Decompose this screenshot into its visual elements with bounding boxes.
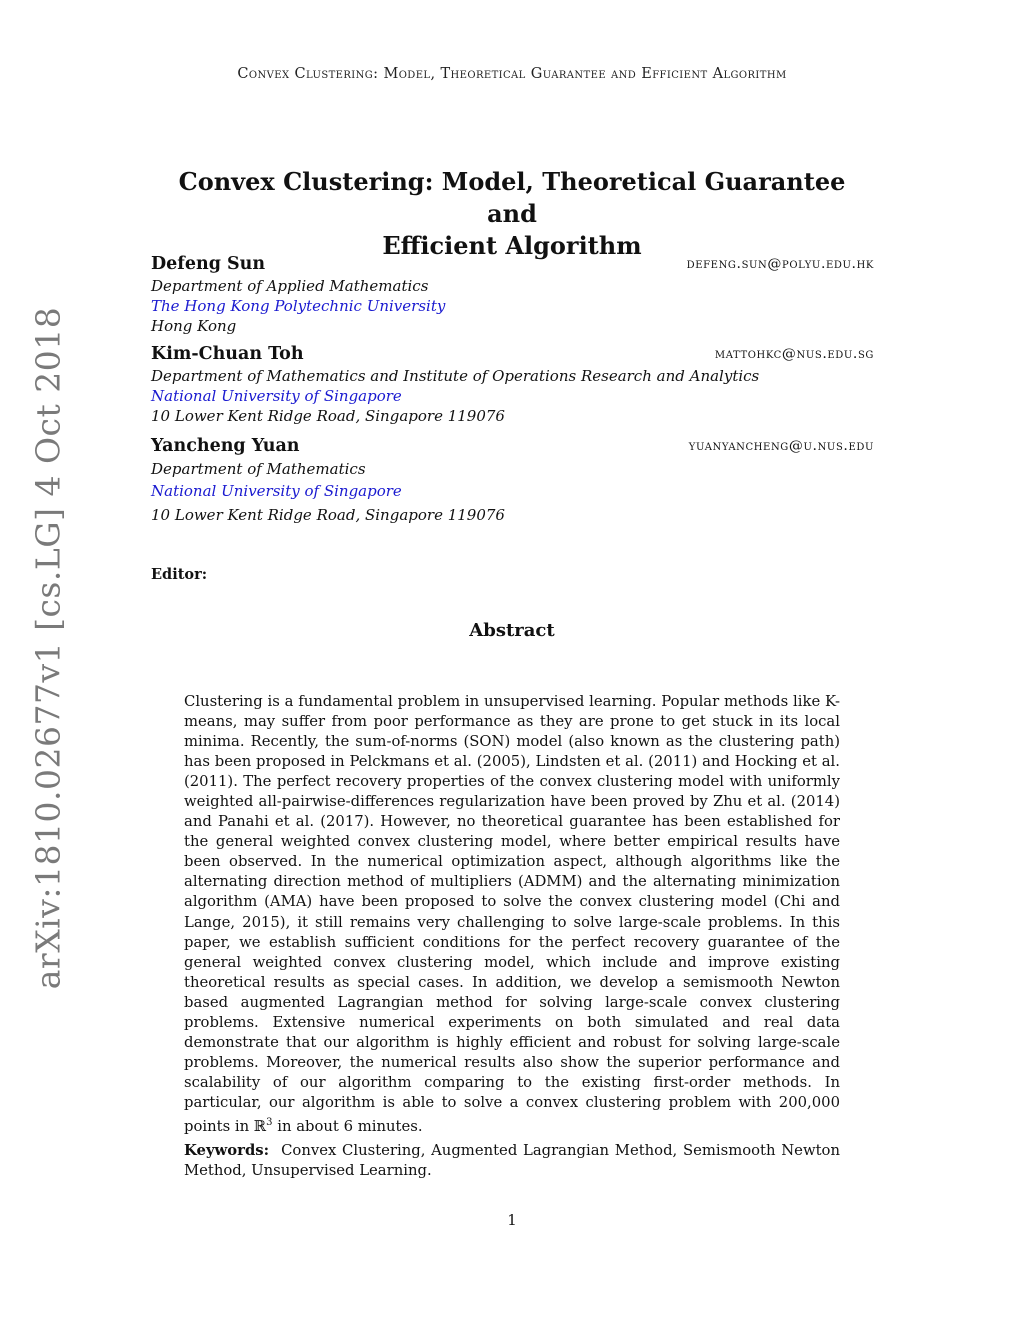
author-department: Department of Applied Mathematics bbox=[151, 277, 429, 295]
keywords bbox=[184, 1141, 840, 1181]
abstract-superscript: 3 bbox=[266, 1116, 273, 1128]
title-line-1: Convex Clustering: Model, Theoretical Guarantee and bbox=[178, 167, 846, 228]
author-institution-link[interactable]: National University of Singapore bbox=[151, 482, 402, 500]
author-name: Defeng Sun bbox=[151, 254, 266, 274]
title-line-2: Efficient Algorithm bbox=[382, 231, 642, 260]
abstract-body bbox=[184, 692, 840, 1137]
author-address: Hong Kong bbox=[151, 317, 237, 335]
running-head: Convex Clustering: Model, Theoretical Guarantee and Efficient Algorithm bbox=[237, 66, 787, 82]
author-address: 10 Lower Kent Ridge Road, Singapore 119076 bbox=[151, 407, 505, 425]
keywords-label: Keywords: bbox=[184, 1142, 270, 1159]
author-email[interactable]: yuanyancheng@u.nus.edu bbox=[688, 438, 874, 454]
author-institution-link[interactable]: The Hong Kong Polytechnic University bbox=[151, 297, 446, 315]
editor-label: Editor: bbox=[151, 566, 208, 583]
author-department: Department of Mathematics and Institute of Operations Research and Analytics bbox=[151, 367, 760, 385]
author-name: Kim-Chuan Toh bbox=[151, 344, 304, 364]
page-number: 1 bbox=[507, 1211, 517, 1229]
arxiv-stamp: arXiv:1810.02677v1 [cs.LG] 4 Oct 2018 bbox=[28, 306, 68, 990]
author-institution-link[interactable]: National University of Singapore bbox=[151, 387, 402, 405]
keywords-text: Convex Clustering, Augmented Lagrangian Method, Semismooth Newton Method, Unsupervised Learning. bbox=[184, 1142, 840, 1180]
author-block-2 bbox=[151, 344, 874, 426]
author-block-1 bbox=[151, 254, 874, 336]
abstract-heading: Abstract bbox=[469, 620, 555, 641]
author-address: 10 Lower Kent Ridge Road, Singapore 119076 bbox=[151, 506, 505, 524]
author-department: Department of Mathematics bbox=[151, 460, 366, 478]
abstract-text-end: in about 6 minutes. bbox=[272, 1117, 423, 1135]
author-name: Yancheng Yuan bbox=[151, 436, 300, 456]
author-block-3 bbox=[151, 436, 874, 528]
author-email[interactable]: mattohkc@nus.edu.sg bbox=[714, 346, 874, 362]
paper-title bbox=[150, 166, 874, 262]
author-email[interactable]: defeng.sun@polyu.edu.hk bbox=[686, 256, 874, 272]
abstract-text: Clustering is a fundamental problem in unsupervised learning. Popular methods like K-means, may suffer from poor performance as they are prone to get stuck in its local minima. Recently, the sum-of-norms (SON) model (also known as the clustering path) has been proposed in Pelckmans et al. (2005), Lindsten et al. (2011) and Hocking et al. (2011). The perfect recovery properties of the convex clustering model with uniformly weighted all-pairwise-differences regularization have been proved by Zhu et al. (2014) and Panahi et al. (2017). However, no theoretical guarantee has been established for the general weighted convex clustering model, where better empirical results have been observed. In the numerical optimization aspect, although algorithms like the alternating direction method of multipliers (ADMM) and the alternating minimization algorithm (AMA) have been proposed to solve the convex clustering model (Chi and Lange, 2015), it still remains very challenging to solve large-scale problems. In this paper, we establish sufficient conditions for the perfect recovery guarantee of the general weighted convex clustering model, which include and improve existing theoretical results as special cases. In addition, we develop a semismooth Newton based augmented Lagrangian method for solving large-scale convex clustering problems. Extensive numerical experiments on both simulated and real data demonstrate that our algorithm is highly efficient and robust for solving large-scale problems. Moreover, the numerical results also show the superior performance and scalability of our algorithm comparing to the existing first-order methods. In particular, our algorithm is able to solve a convex clustering problem with 200,000 points in ℝ bbox=[184, 693, 840, 1135]
